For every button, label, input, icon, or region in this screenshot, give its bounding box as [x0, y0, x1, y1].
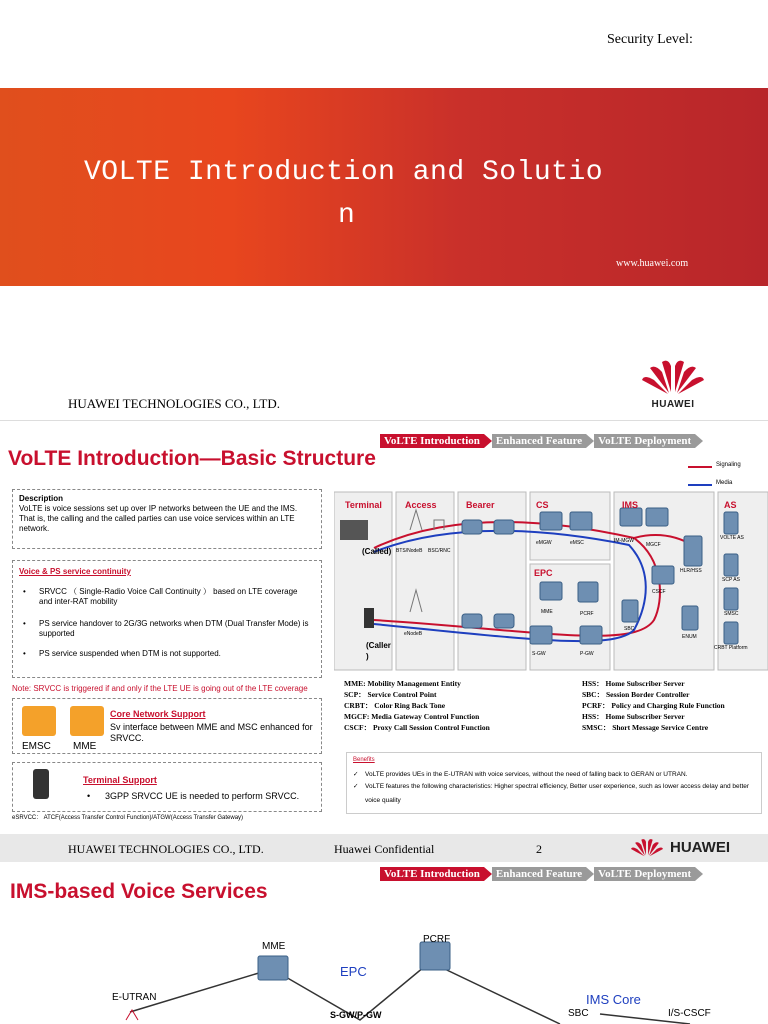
abbr-item: SBC： Session Border Controller: [582, 690, 690, 699]
srvcc-note: Note: SRVCC is triggered if and only if the LTE UE is going out of the LTE coverage: [12, 684, 308, 693]
sbc-label: SBC: [568, 1008, 589, 1019]
bullet-dot: •: [23, 649, 26, 658]
smsc-node: [724, 588, 738, 610]
volte-as-node: [724, 512, 738, 534]
mme-node: [258, 956, 288, 980]
bearer-node: [494, 614, 514, 628]
abbr-item: SCP： Service Control Point: [344, 690, 437, 699]
abbr-item: SMSC： Short Message Service Centre: [582, 723, 709, 732]
footer-company: HUAWEI TECHNOLOGIES CO., LTD.: [68, 842, 264, 856]
sgw-label: S-GW/P-GW: [330, 1010, 382, 1020]
slide2-title: VoLTE Introduction—Basic Structure: [8, 447, 376, 470]
terminal-text: • 3GPP SRVCC UE is needed to perform SRVCC.: [87, 791, 300, 801]
col-cs: CS: [536, 500, 549, 510]
description-title: Description: [19, 494, 64, 503]
continuity-title: Voice & PS service continuity: [19, 567, 131, 576]
scp-as-node: [724, 554, 738, 576]
tab-volte-deployment[interactable]: VoLTE Deployment: [594, 867, 695, 881]
logo-wordmark: HUAWEI: [651, 399, 695, 410]
company-name: HUAWEI TECHNOLOGIES CO., LTD.: [68, 396, 280, 411]
bearer-node: [462, 520, 482, 534]
huawei-petal-icon: [640, 358, 706, 394]
pgw-label: P-GW: [580, 651, 594, 657]
mme-node: [540, 582, 562, 600]
pcrf-label: PCRF: [423, 934, 451, 945]
legend-signaling: Signaling: [716, 462, 741, 468]
tab-enhanced-feature[interactable]: Enhanced Feature: [492, 867, 586, 881]
col-terminal: Terminal: [345, 500, 382, 510]
tab-volte-deployment[interactable]: VoLTE Deployment: [594, 434, 695, 448]
nav-tabs-2: [380, 867, 703, 881]
sgw-node: [530, 626, 552, 644]
bsc-label: BSC/RNC: [428, 548, 451, 554]
esrvcc-note: eSRVCC： ATCF(Access Transfer Control Function)/ATGW(Access Transfer Gateway): [12, 815, 244, 821]
huawei-logo: [640, 358, 706, 408]
sgw-label: S-GW: [532, 651, 546, 657]
abbr-item: MME: Mobility Management Entity: [344, 679, 461, 688]
imgw-label: IM-MGW: [614, 538, 634, 544]
cscf-label: I/S-CSCF: [668, 1008, 711, 1019]
website-url[interactable]: www.huawei.com: [616, 258, 689, 269]
tab-enhanced-feature[interactable]: Enhanced Feature: [492, 434, 586, 448]
emsc-node: [570, 512, 592, 530]
security-level: Security Level:: [607, 32, 693, 47]
emsc-icon: [22, 706, 56, 736]
emsc-label: EMSC: [22, 741, 51, 752]
sbc-node: [622, 600, 638, 622]
col-ims: IMS: [622, 500, 639, 510]
footer-page-number: 2: [536, 842, 542, 856]
emgw-label: eMGW: [536, 540, 552, 546]
mgcf-label: MGCF: [646, 542, 661, 548]
slide-title-line2: n: [338, 200, 355, 231]
epc-label: EPC: [534, 568, 553, 578]
pcrf-node: [578, 582, 598, 602]
hss-label: HLR/HSS: [680, 568, 702, 574]
sbc-label: SBC: [624, 626, 635, 632]
ims-diagram: [0, 924, 768, 1024]
crbt-label: CRBT Platform: [714, 645, 748, 651]
smsc-label: SMSC: [724, 611, 739, 617]
benefit-item: ✓ VoLTE provides UEs in the E-UTRAN with voice services, without the need of falling back to GERAN or UTRAN.: [353, 771, 688, 778]
legend-media: Media: [716, 480, 733, 486]
pcrf-label: PCRF: [580, 611, 594, 617]
bullet-dot: •: [23, 587, 26, 596]
abbr-item: PCRF： Policy and Charging Rule Function: [582, 701, 725, 710]
terminal-box: [12, 762, 322, 812]
abbr-item: MGCF: Media Gateway Control Function: [344, 712, 480, 721]
pcrf-node: [420, 942, 450, 970]
core-network-text: Sv interface between MME and MSC enhanced for SRVCC.: [110, 722, 313, 743]
called-tablet-icon: [340, 520, 368, 540]
scp-as-label: SCP AS: [722, 577, 740, 583]
crbt-node: [724, 622, 738, 644]
benefit-item: ✓ VoLTE features the following characteristics: Higher spectral efficiency, Better user experience, such as lower access delay and better voice quality: [353, 780, 755, 808]
logo-wordmark: HUAWEI: [670, 838, 730, 856]
huawei-petal-icon: [630, 837, 664, 857]
bullet-srvcc: • SRVCC （ Single-Radio Voice Call Continuity ） based on LTE coverage and inter-RAT mobility: [23, 587, 298, 606]
architecture-svg: [334, 490, 768, 672]
bullet-dot: •: [23, 619, 26, 628]
tab-volte-introduction[interactable]: VoLTE Introduction: [380, 867, 484, 881]
epc-label: EPC: [340, 964, 367, 979]
description-box: [12, 489, 322, 549]
ims-diagram-svg: [0, 924, 768, 1024]
slide-title-line1: VOLTE Introduction and Solutio: [84, 157, 604, 188]
benefits-box: [346, 752, 762, 814]
caller-label: (Caller ): [366, 641, 391, 661]
abbr-right: [582, 678, 768, 733]
abbr-item: HSS： Home Subscriber Server: [582, 712, 685, 721]
check-icon: ✓: [353, 771, 359, 778]
description-text: VoLTE is voice sessions set up over IP networks between the UE and the IMS. That is, the calling and the called parties can use voice services within an LTE network.: [19, 504, 298, 533]
architecture-diagram: [334, 490, 768, 672]
nav-tabs: [380, 434, 703, 448]
mme-label: MME: [262, 941, 286, 952]
tab-volte-introduction[interactable]: VoLTE Introduction: [380, 434, 484, 448]
mme-label: MME: [73, 741, 97, 752]
slide-divider: [0, 420, 768, 421]
ims-core-label: IMS Core: [586, 992, 641, 1007]
called-label: (Called): [362, 547, 392, 556]
caller-phone-icon: [364, 608, 374, 628]
pgw-node: [580, 626, 602, 644]
eutran-label: E-UTRAN: [112, 992, 157, 1003]
emgw-node: [540, 512, 562, 530]
enum-node: [682, 606, 698, 630]
core-network-title: Core Network Support: [110, 709, 206, 719]
column-bearer-bg: [458, 492, 526, 670]
legend-signaling-line: [688, 466, 712, 468]
mme-node-label: MME: [541, 609, 553, 615]
emsc-node-label: eMSC: [570, 540, 584, 546]
volte-as-label: VOLTE AS: [720, 535, 744, 541]
legend-media-line: [688, 484, 712, 486]
footer-confidential: Huawei Confidential: [334, 842, 435, 856]
abbr-item: CSCF： Proxy Call Session Control Function: [344, 723, 490, 732]
bullet-dot: •: [87, 791, 91, 801]
continuity-box: [12, 560, 322, 678]
imgw-node: [620, 508, 642, 526]
col-bearer: Bearer: [466, 500, 495, 510]
bts-label: BTS/NodeB: [396, 548, 423, 554]
col-access: Access: [405, 500, 437, 510]
mgcf-node: [646, 508, 668, 526]
slide3-title: IMS-based Voice Services: [10, 880, 268, 903]
cscf-label: CSCF: [652, 589, 666, 595]
enodeb-label: eNodeB: [404, 631, 423, 637]
col-as: AS: [724, 500, 737, 510]
bullet-ps-handover: • PS service handover to 2G/3G networks when DTM (Dual Transfer Mode) is supported: [23, 619, 309, 638]
cscf-node: [652, 566, 674, 584]
bearer-node: [462, 614, 482, 628]
check-icon: ✓: [353, 783, 359, 790]
mme-icon: [70, 706, 104, 736]
bullet-ps-suspend: • PS service suspended when DTM is not supported.: [23, 649, 221, 658]
enum-label: ENUM: [682, 634, 697, 640]
abbr-item: HSS： Home Subscriber Server: [582, 679, 685, 688]
footer-logo: [630, 837, 730, 857]
terminal-title: Terminal Support: [83, 775, 157, 785]
abbr-item: CRBT： Color Ring Back Tone: [344, 701, 446, 710]
benefits-title: Benefits: [353, 757, 375, 763]
column-access-bg: [396, 492, 454, 670]
abbr-left: [344, 678, 574, 733]
hss-node: [684, 536, 702, 566]
bearer-node: [494, 520, 514, 534]
phone-icon: [33, 769, 49, 799]
